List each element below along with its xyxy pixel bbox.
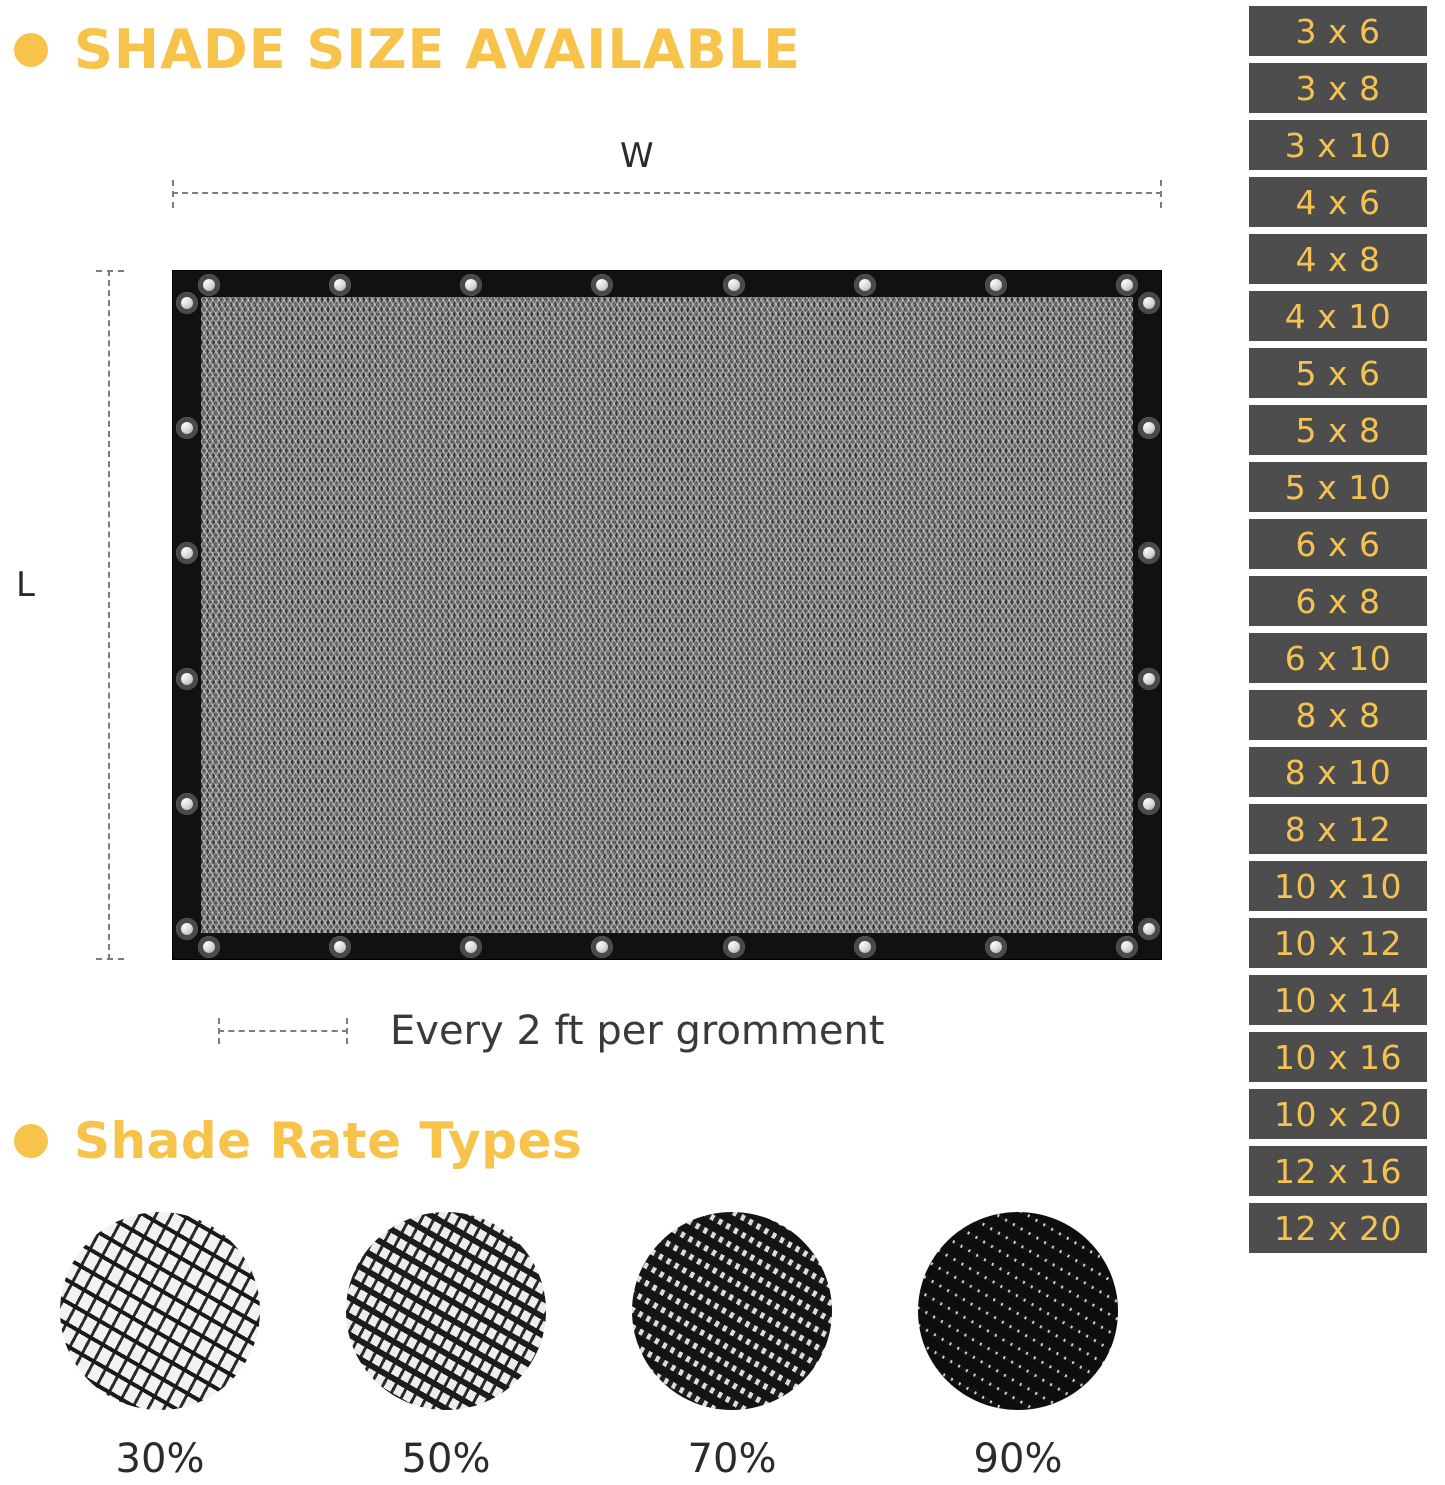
grommet-right xyxy=(1138,793,1160,815)
shade-mesh-swatch-icon xyxy=(918,1212,1118,1410)
shade-cloth-illustration xyxy=(172,270,1162,960)
width-label: W xyxy=(620,136,654,176)
shade-rate-title-label: Shade Rate Types xyxy=(74,1112,583,1170)
grommet-bottom xyxy=(460,936,482,958)
size-option-chip[interactable]: 3 x 6 xyxy=(1249,6,1427,56)
size-option-chip[interactable]: 4 x 10 xyxy=(1249,291,1427,341)
size-option-chip[interactable]: 6 x 8 xyxy=(1249,576,1427,626)
grommet-top xyxy=(198,274,220,296)
grommet-top xyxy=(1116,274,1138,296)
grommet-left xyxy=(176,918,198,940)
grommet-top xyxy=(985,274,1007,296)
grommet-bottom xyxy=(591,936,613,958)
page-title-label: SHADE SIZE AVAILABLE xyxy=(74,18,802,81)
size-option-chip[interactable]: 6 x 6 xyxy=(1249,519,1427,569)
grommet-right xyxy=(1138,417,1160,439)
grommet-top xyxy=(723,274,745,296)
grommet-spacing-note xyxy=(218,1008,885,1054)
size-option-chip[interactable]: 8 x 8 xyxy=(1249,690,1427,740)
grommet-spacing-label: Every 2 ft per gromment xyxy=(390,1008,885,1054)
size-option-chip[interactable]: 10 x 14 xyxy=(1249,975,1427,1025)
size-option-chip[interactable]: 4 x 6 xyxy=(1249,177,1427,227)
grommet-bottom xyxy=(985,936,1007,958)
shade-rate-label: 30% xyxy=(115,1436,205,1482)
grommet-gap-marker-icon xyxy=(218,1016,348,1046)
grommet-bottom xyxy=(329,936,351,958)
size-option-chip[interactable]: 5 x 6 xyxy=(1249,348,1427,398)
size-option-chip[interactable]: 8 x 12 xyxy=(1249,804,1427,854)
grommet-right xyxy=(1138,918,1160,940)
size-option-chip[interactable]: 10 x 16 xyxy=(1249,1032,1427,1082)
grommet-right xyxy=(1138,668,1160,690)
shade-rate-item xyxy=(918,1212,1118,1482)
shade-rate-item xyxy=(60,1212,260,1482)
size-option-chip[interactable]: 5 x 8 xyxy=(1249,405,1427,455)
length-label: L xyxy=(16,565,35,605)
size-option-chip[interactable]: 6 x 10 xyxy=(1249,633,1427,683)
grommet-left xyxy=(176,668,198,690)
grommet-bottom xyxy=(854,936,876,958)
bullet-dot-icon xyxy=(14,33,48,67)
grommet-right xyxy=(1138,542,1160,564)
bullet-dot-icon xyxy=(14,1124,48,1158)
grommet-top xyxy=(329,274,351,296)
page-title xyxy=(14,18,801,81)
size-option-chip[interactable]: 8 x 10 xyxy=(1249,747,1427,797)
shade-size-diagram xyxy=(0,110,1260,1070)
shade-rate-label: 90% xyxy=(973,1436,1063,1482)
shade-mesh-swatch-icon xyxy=(632,1212,832,1410)
grommet-top xyxy=(854,274,876,296)
size-option-chip[interactable]: 5 x 10 xyxy=(1249,462,1427,512)
size-option-chip[interactable]: 4 x 8 xyxy=(1249,234,1427,284)
size-option-chip[interactable]: 10 x 20 xyxy=(1249,1089,1427,1139)
grommet-left xyxy=(176,417,198,439)
shade-rate-label: 50% xyxy=(401,1436,491,1482)
length-dimension-line xyxy=(108,270,110,960)
size-option-chip[interactable]: 10 x 10 xyxy=(1249,861,1427,911)
shade-mesh-fabric xyxy=(201,297,1133,933)
grommet-top xyxy=(460,274,482,296)
shade-mesh-swatch-icon xyxy=(60,1212,260,1410)
shade-mesh-swatch-icon xyxy=(346,1212,546,1410)
grommet-left xyxy=(176,292,198,314)
grommet-bottom xyxy=(198,936,220,958)
grommet-left xyxy=(176,542,198,564)
grommet-top xyxy=(591,274,613,296)
grommet-bottom xyxy=(1116,936,1138,958)
size-option-chip[interactable]: 12 x 20 xyxy=(1249,1203,1427,1253)
width-dimension-line xyxy=(172,192,1162,194)
size-option-list xyxy=(1249,6,1427,1253)
shade-rate-title xyxy=(14,1112,582,1170)
size-option-chip[interactable]: 3 x 10 xyxy=(1249,120,1427,170)
grommet-left xyxy=(176,793,198,815)
grommet-right xyxy=(1138,292,1160,314)
shade-rate-list xyxy=(60,1212,1220,1482)
shade-rate-item xyxy=(632,1212,832,1482)
shade-rate-item xyxy=(346,1212,546,1482)
grommet-bottom xyxy=(723,936,745,958)
shade-rate-label: 70% xyxy=(687,1436,777,1482)
size-option-chip[interactable]: 12 x 16 xyxy=(1249,1146,1427,1196)
size-option-chip[interactable]: 10 x 12 xyxy=(1249,918,1427,968)
size-option-chip[interactable]: 3 x 8 xyxy=(1249,63,1427,113)
